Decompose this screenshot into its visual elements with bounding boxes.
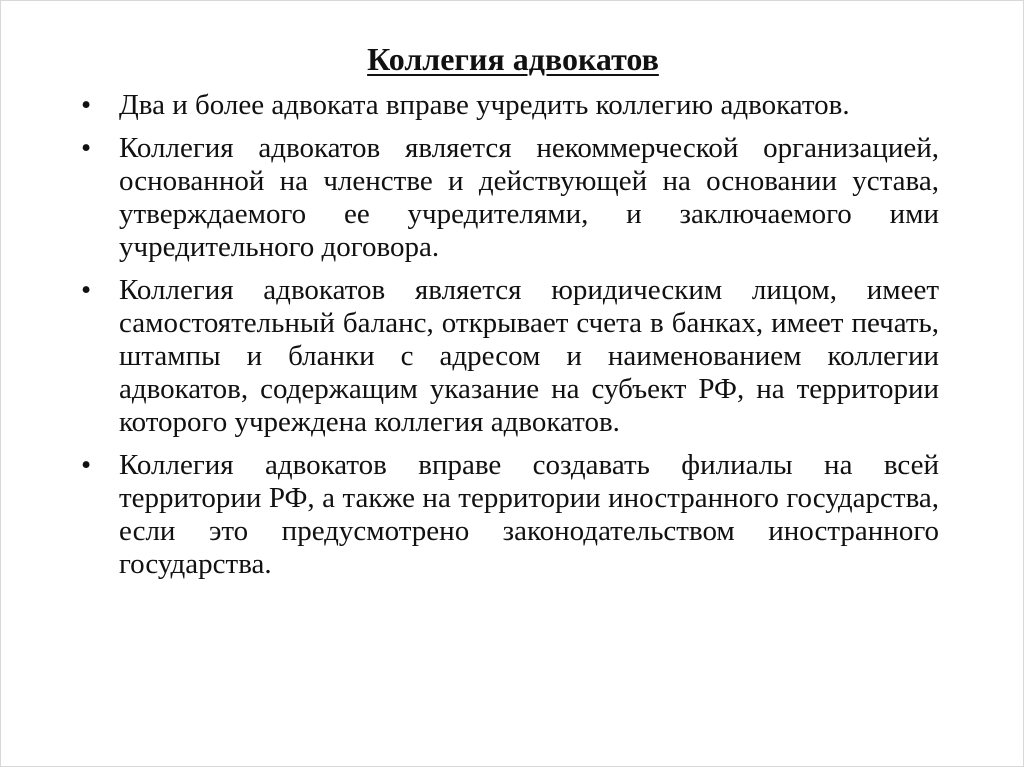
bullet-icon: •: [81, 132, 92, 164]
bullet-icon: •: [81, 89, 92, 121]
slide-title: Коллегия адвокатов: [367, 41, 659, 77]
bullet-icon: •: [81, 274, 92, 306]
bullet-text: Коллегия адвокатов является юридическим лицом, имеет самостоятельный баланс, открывает счета в банках, имеет печать, штампы и бланки с адресом и наименованием коллегии адвокатов, содержащим указание на субъект РФ, на территории которого учреждена коллегия адвокатов.: [119, 274, 939, 438]
bullet-text: Коллегия адвокатов является некоммерческой организацией, основанной на членстве и действующей на основании устава, утверждаемого ее учредителями, и заключаемого ими учредительного договора.: [119, 132, 939, 263]
bullet-text: Коллегия адвокатов вправе создавать филиалы на всей территории РФ, а также на территории иностранного государства, если это предусмотрено законодательством иностранного государства.: [119, 449, 939, 580]
bullet-item-1: [71, 89, 939, 122]
bullet-icon: •: [81, 449, 92, 481]
bullet-item-2: [71, 132, 939, 264]
bullet-text: Два и более адвоката вправе учредить коллегию адвокатов.: [119, 89, 850, 121]
bullet-list: [71, 89, 939, 591]
bullet-item-4: [71, 449, 939, 581]
bullet-item-3: [71, 274, 939, 439]
